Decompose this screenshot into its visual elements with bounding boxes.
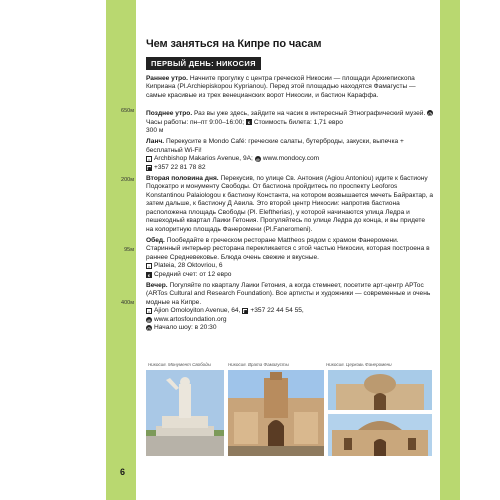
block-text: Раз вы уже здесь, зайдите на часик в интересный Этнографический музей. <box>194 110 426 118</box>
block-evening <box>146 282 434 332</box>
price-text: Средний счет: от 12 евро <box>154 270 232 278</box>
photo-caption: Никосия. Врата Фамагусты <box>228 362 289 367</box>
phone-text: +357 22 81 78 82 <box>154 163 206 171</box>
block-text: Начните прогулку с центра греческой Никосии — площади Архиепископа Киприана (Pl.Archiepiskopou Kyprianou). Перед этой площадью находятся Фамагусты — самые красивые из трех венецианских ворот Никосии, и бастион Караффа. <box>146 75 416 99</box>
photo-faneromeni-church-2 <box>328 414 432 456</box>
photo-famagusta-gate <box>228 370 324 456</box>
block-heading: Позднее утро. <box>146 110 193 118</box>
hours-text: Начало шоу: в 20:30 <box>154 323 217 331</box>
block-heading: Ланч. <box>146 138 165 146</box>
price-text: Стоимость билета: 1,71 евро <box>253 118 343 126</box>
right-green-margin <box>440 0 460 500</box>
web-icon: @ <box>255 157 260 163</box>
block-dinner <box>146 237 434 279</box>
address-icon: ⌂ <box>147 309 151 315</box>
distance-text: 300 м <box>146 127 164 135</box>
block-text: Перекусите в Mondo Café: греческие салаты, бутерброды, закуски, выпечка + бесплатный Wi-Fi! <box>146 138 404 154</box>
photo-strip <box>146 362 432 456</box>
web-link[interactable]: www.mondocy.com <box>262 155 320 163</box>
block-text: Пообедайте в греческом ресторане Mattheos рядом с храмом Фанеромени. Старинный интерьер ресторана перекликается с этой частью Никосии, которая построена в раннее Средневековье. Блюда очень свежие и вкусные. <box>146 236 430 261</box>
page-title: Чем заняться на Кипре по часам <box>146 38 322 50</box>
phone-text: +357 22 44 54 55, <box>250 307 304 315</box>
photo-faneromeni-church-1 <box>328 370 432 410</box>
web-link[interactable]: www.artosfoundation.org <box>154 315 227 323</box>
clock-icon: ◷ <box>147 326 151 332</box>
block-text: Перекусив, по улице Св. Антония (Agiou Antoniou) идите к бастиону Подокатро и монументу Свободы. От бастиона пройдитесь по проспекту Leoforos Konstantinou Palaiologou к бастиону Константа, на котором возвышается мечеть Байрактар, а затем дальше, к бастиону Д Авила. Это второй центр Никосии: напротив бастиона расположена площадь Свободы (Pl. Eleftherias), у которой начинаются улица Ледра и пешеходный квартал Лаики Гетония. Прогуляйтесь по улице Ледра до конца, и вы придете на колоритную площадь Фанеромени (Pl.Faneromeni). <box>146 175 434 233</box>
block-heading: Вечер. <box>146 281 168 289</box>
block-text: Погуляйте по кварталу Лаики Гетония, а когда стемнеет, посетите арт-центр АРТос (ARTos Cultural and Research Foundation). Все артисты и художники — современные и очень модные на Кипре. <box>146 281 431 306</box>
clock-icon: ◷ <box>428 111 432 117</box>
distance-label: 400м <box>121 300 134 306</box>
address-icon: ⌂ <box>147 157 151 163</box>
phone-icon: ☎ <box>243 309 249 315</box>
distance-label: 650м <box>121 108 134 114</box>
block-heading: Раннее утро. <box>146 75 188 82</box>
phone-icon: ☎ <box>147 165 152 171</box>
block-heading: Вторая половина дня. <box>146 175 219 183</box>
block-afternoon <box>146 175 434 234</box>
money-icon: € <box>247 119 251 125</box>
web-icon: @ <box>147 317 151 323</box>
distance-label: 95м <box>124 247 134 253</box>
photo-caption: Никосия. Церковь Фанеромени <box>326 362 392 367</box>
distance-label: 200м <box>121 177 134 183</box>
address-text: Archbishop Makarios Avenue, 9A; <box>154 155 253 163</box>
hours-text: Часы работы: пн–пт 9:00–16:00; <box>146 118 245 126</box>
photo-liberty-monument <box>146 370 224 456</box>
block-late-morning <box>146 110 434 135</box>
block-heading: Обед. <box>146 236 165 244</box>
address-text: Plateia, 28 Oktovriou, 6 <box>154 262 223 270</box>
address-icon: ⌂ <box>147 264 151 270</box>
photo-caption: Никосия. Монумент Свободы <box>148 362 211 367</box>
money-icon: € <box>147 272 151 278</box>
day-badge: ПЕРВЫЙ ДЕНЬ: НИКОСИЯ <box>146 57 261 70</box>
page-number: 6 <box>120 467 126 477</box>
block-early-morning <box>146 75 434 100</box>
address-text: Ajion Omoloyiton Avenue, 64, <box>154 307 241 315</box>
block-lunch <box>146 138 434 172</box>
itinerary <box>146 75 434 335</box>
